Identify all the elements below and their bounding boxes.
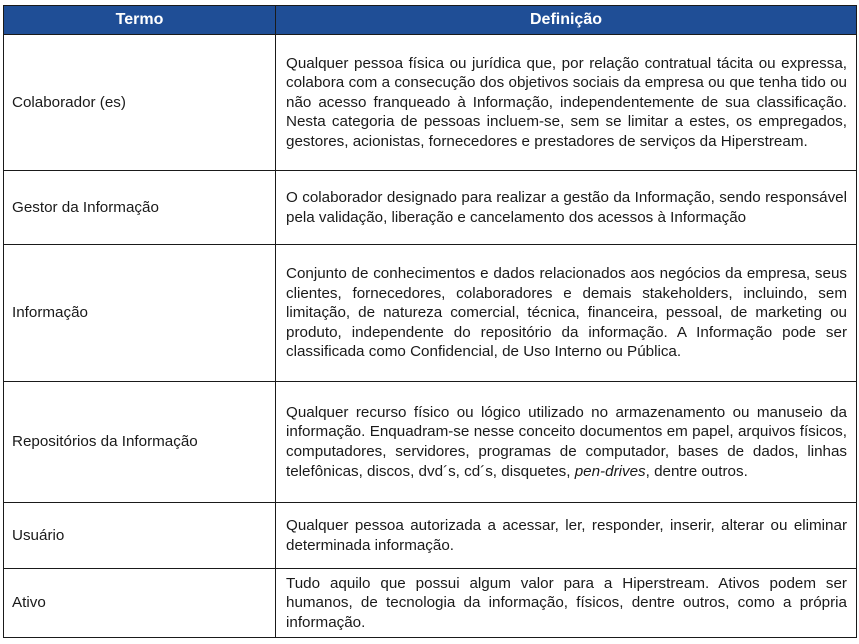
definitions-table xyxy=(3,5,857,638)
table-row xyxy=(4,171,857,245)
term-cell: Repositórios da Informação xyxy=(4,382,276,503)
term-cell: Informação xyxy=(4,245,276,382)
definition-cell: Qualquer pessoa física ou jurídica que, por relação contratual tácita ou expressa, colabora com a consecução dos objetivos sociais da empresa ou que tenha tido ou não acesso franqueado à Informação, independentemente de sua classificação. Nesta categoria de pessoas incluem-se, sem se limitar a estes, os empregados, gestores, acionistas, fornecedores e prestadores de serviços da Hiperstream. xyxy=(276,35,857,171)
term-cell: Usuário xyxy=(4,503,276,569)
header-definition: Definição xyxy=(276,6,857,35)
definition-italic-text: pen-drives xyxy=(574,462,646,480)
definition-text-end: , dentre outros. xyxy=(645,462,748,480)
table-row xyxy=(4,35,857,171)
definition-cell: O colaborador designado para realizar a gestão da Informação, sendo responsável pela validação, liberação e cancelamento dos acessos à Informação xyxy=(276,171,857,245)
definition-text: Qualquer recurso físico ou lógico utilizado no armazenamento ou manuseio da informação. Enquadram-se nesse conceito documentos em papel, arquivos físicos, computadores, servidores, programas de computador, bases de dados, linhas telefônicas, discos, dvd´s, cd´s, disquetes, xyxy=(286,403,847,480)
table-header-row xyxy=(4,6,857,35)
definition-cell: Tudo aquilo que possui algum valor para a Hiperstream. Ativos podem ser humanos, de tecnologia da informação, físicos, dentre outros, como a própria informação. xyxy=(276,569,857,638)
term-cell: Colaborador (es) xyxy=(4,35,276,171)
header-term: Termo xyxy=(4,6,276,35)
table-row xyxy=(4,569,857,638)
table-row xyxy=(4,503,857,569)
term-cell: Ativo xyxy=(4,569,276,638)
definition-cell: Conjunto de conhecimentos e dados relacionados aos negócios da empresa, seus clientes, fornecedores, colaboradores e demais stakeholders, incluindo, sem limitação, de natureza comercial, técnica, financeira, pessoal, de marketing ou produto, independente do repositório da informação. A Informação pode ser classificada como Confidencial, de Uso Interno ou Pública. xyxy=(276,245,857,382)
definition-cell xyxy=(276,382,857,503)
term-cell: Gestor da Informação xyxy=(4,171,276,245)
definition-cell: Qualquer pessoa autorizada a acessar, ler, responder, inserir, alterar ou eliminar determinada informação. xyxy=(276,503,857,569)
table-row xyxy=(4,245,857,382)
table-row xyxy=(4,382,857,503)
